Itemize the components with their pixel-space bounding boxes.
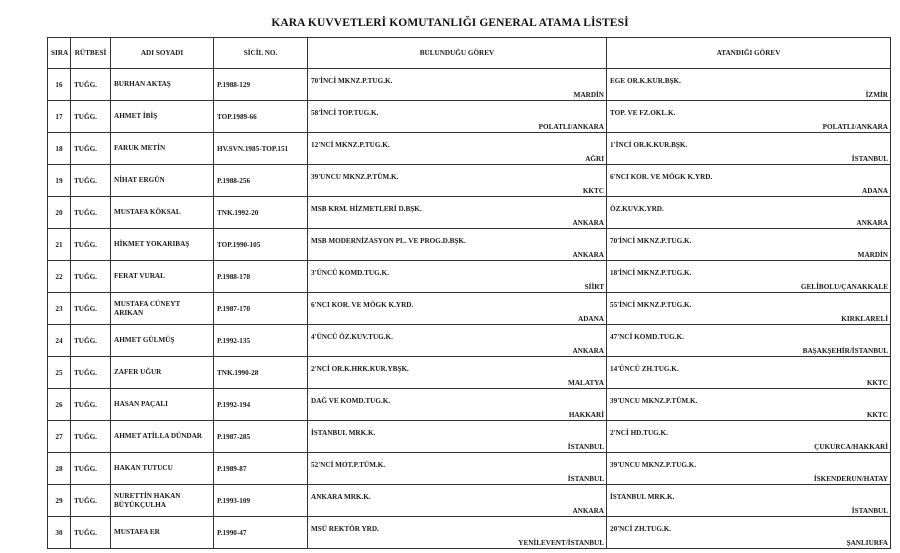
cell-rank: TUĞG. [71,101,111,133]
column-header-sira: SIRA [48,38,71,69]
cell-current-post [308,389,607,421]
assigned-unit: 6'NCI KOR. VE MÖGK K.YRD. [610,173,713,181]
cell-rank: TUĞG. [71,357,111,389]
appointment-table [47,37,891,549]
cell-sira: 25 [48,357,71,389]
cell-current-post [308,133,607,165]
cell-sicil: HV.SVN.1985-TOP.151 [214,133,308,165]
table-row [48,485,891,517]
table-row [48,197,891,229]
cell-sira: 29 [48,485,71,517]
current-unit: İSTANBUL MRK.K. [311,429,376,437]
cell-assigned-post [607,293,891,325]
current-location: İSTANBUL [567,475,604,483]
current-location: ADANA [578,315,604,323]
cell-rank: TUĞG. [71,165,111,197]
assigned-location: GELİBOLU/ÇANAKKALE [800,283,888,291]
cell-sicil: P.1988-178 [214,261,308,293]
assigned-unit: 20'NCİ ZH.TUG.K. [610,525,672,533]
current-unit: 52'NCİ MOT.P.TÜM.K. [311,461,386,469]
column-header-sicil: SİCİL NO. [214,38,308,69]
current-unit: 4'ÜNCÜ ÖZ.KUV.TUG.K. [311,333,393,341]
cell-sira: 28 [48,453,71,485]
assigned-unit: 39'UNCU MKNZ.P.TÜM.K. [610,397,698,405]
cell-assigned-post [607,229,891,261]
assigned-location: MARDİN [857,251,888,259]
cell-sicil: P.1987-285 [214,421,308,453]
current-location: SİİRT [584,283,604,291]
current-unit: DAĞ VE KOMD.TUG.K. [311,397,391,405]
cell-assigned-post [607,165,891,197]
assigned-unit: ÖZ.KUV.K.YRD. [610,205,664,213]
assigned-unit: 47'NCİ KOMD.TUG.K. [610,333,684,341]
assigned-location: ŞANLIURFA [846,539,888,547]
current-location: İSTANBUL [567,443,604,451]
cell-sicil: P.1988-129 [214,69,308,101]
cell-sicil: P.1988-256 [214,165,308,197]
cell-name: MUSTAFA ER [111,517,214,549]
cell-current-post [308,165,607,197]
cell-assigned-post [607,517,891,549]
cell-sicil: P.1992-135 [214,325,308,357]
cell-current-post [308,517,607,549]
header-row [48,38,891,69]
cell-assigned-post [607,325,891,357]
cell-sira: 30 [48,517,71,549]
cell-sicil: TOP.1989-66 [214,101,308,133]
cell-rank: TUĞG. [71,325,111,357]
assigned-unit: İSTANBUL MRK.K. [610,493,675,501]
cell-sira: 24 [48,325,71,357]
assigned-location: İSKENDERUN/HATAY [813,475,888,483]
cell-name: MUSTAFA KÖKSAL [111,197,214,229]
cell-rank: TUĞG. [71,293,111,325]
cell-rank: TUĞG. [71,517,111,549]
current-unit: 3'ÜNCÜ KOMD.TUG.K. [311,269,389,277]
cell-sira: 17 [48,101,71,133]
cell-sicil: P.1987-170 [214,293,308,325]
table-row [48,357,891,389]
current-unit: ANKARA MRK.K. [311,493,371,501]
current-unit: 6'NCI KOR. VE MÖGK K.YRD. [311,301,414,309]
cell-name: HİKMET YOKARIBAŞ [111,229,214,261]
table-row [48,293,891,325]
table-row [48,101,891,133]
current-unit: 2'NCİ OR.K.HRK.KUR.YBŞK. [311,365,409,373]
cell-sira: 21 [48,229,71,261]
cell-current-post [308,485,607,517]
current-unit: MSB KRM. HİZMETLERİ D.BŞK. [311,205,422,213]
cell-name: FARUK METİN [111,133,214,165]
current-location: MALATYA [568,379,604,387]
cell-sira: 27 [48,421,71,453]
cell-sicil: P.1989-87 [214,453,308,485]
cell-assigned-post [607,357,891,389]
current-unit: MSB MODERNİZASYON PL. VE PROG.D.BŞK. [311,237,466,245]
table-row [48,261,891,293]
assigned-location: ADANA [862,187,888,195]
cell-current-post [308,325,607,357]
current-unit: 39'UNCU MKNZ.P.TÜM.K. [311,173,399,181]
table-row [48,165,891,197]
cell-assigned-post [607,389,891,421]
cell-assigned-post [607,453,891,485]
assigned-location: BAŞAKŞEHİR/İSTANBUL [802,347,888,355]
cell-name: ZAFER UĞUR [111,357,214,389]
cell-sira: 20 [48,197,71,229]
cell-assigned-post [607,101,891,133]
current-location: ANKARA [572,507,604,515]
cell-name: HAKAN TUTUCU [111,453,214,485]
cell-sira: 22 [48,261,71,293]
current-unit: 70'İNCİ MKNZ.P.TUG.K. [311,77,393,85]
cell-sicil: P.1993-109 [214,485,308,517]
assigned-location: KKTC [866,411,888,419]
assigned-location: ANKARA [856,219,888,227]
cell-assigned-post [607,197,891,229]
document-title: KARA KUVVETLERİ KOMUTANLIĞI GENERAL ATAMA LİSTESİ [271,17,629,29]
cell-sira: 16 [48,69,71,101]
assigned-unit: EGE OR.K.KUR.BŞK. [610,77,681,85]
cell-sicil: P.1992-194 [214,389,308,421]
cell-current-post [308,229,607,261]
cell-name: FERAT VURAL [111,261,214,293]
assigned-location: İSTANBUL [851,507,888,515]
cell-sira: 23 [48,293,71,325]
current-unit: 58'İNCİ TOP.TUG.K. [311,109,379,117]
cell-name: BURHAN AKTAŞ [111,69,214,101]
assigned-unit: 55'İNCİ MKNZ.P.TUG.K. [610,301,692,309]
assigned-unit: TOP. VE FZ.OKL.K. [610,109,676,117]
cell-assigned-post [607,261,891,293]
cell-current-post [308,261,607,293]
cell-current-post [308,453,607,485]
cell-rank: TUĞG. [71,453,111,485]
cell-sira: 18 [48,133,71,165]
cell-name: NİHAT ERGÜN [111,165,214,197]
cell-sira: 26 [48,389,71,421]
current-location: ANKARA [572,251,604,259]
cell-sicil: TNK.1990-28 [214,357,308,389]
assigned-location: KKTC [866,379,888,387]
assigned-unit: 18'İNCİ MKNZ.P.TUG.K. [610,269,692,277]
cell-name: HASAN PAÇALI [111,389,214,421]
cell-sicil: P.1990-47 [214,517,308,549]
column-header-name: ADI SOYADI [111,38,214,69]
table-row [48,453,891,485]
current-location: AĞRI [585,155,604,163]
cell-name: NURETTİN HAKAN BÜYÜKÇULHA [111,485,214,517]
cell-assigned-post [607,69,891,101]
cell-rank: TUĞG. [71,421,111,453]
current-location: YENİLEVENT/İSTANBUL [518,539,604,547]
cell-sicil: TNK.1992-20 [214,197,308,229]
assigned-location: ÇUKURCA/HAKKARİ [814,443,888,451]
cell-name: AHMET İBİŞ [111,101,214,133]
cell-rank: TUĞG. [71,261,111,293]
table-row [48,229,891,261]
assigned-unit: 2'NCİ HD.TUG.K. [610,429,668,437]
cell-rank: TUĞG. [71,389,111,421]
cell-rank: TUĞG. [71,197,111,229]
cell-rank: TUĞG. [71,485,111,517]
current-location: ANKARA [572,347,604,355]
current-location: HAKKARİ [568,411,604,419]
assigned-unit: 70'İNCİ MKNZ.P.TUG.K. [610,237,692,245]
table-row [48,389,891,421]
cell-current-post [308,357,607,389]
cell-current-post [308,101,607,133]
cell-sira: 19 [48,165,71,197]
table-row [48,325,891,357]
cell-assigned-post [607,133,891,165]
assigned-unit: 1'İNCİ OR.K.KUR.BŞK. [610,141,688,149]
table-row [48,421,891,453]
cell-name: AHMET ATİLLA DÜNDAR [111,421,214,453]
cell-name: MUSTAFA CÜNEYT ARIKAN [111,293,214,325]
current-unit: 12'NCİ MKNZ.P.TUG.K. [311,141,390,149]
cell-name: AHMET GÜLMÜŞ [111,325,214,357]
cell-current-post [308,293,607,325]
column-header-assigned-post: ATANDIĞI GÖREV [607,38,891,69]
current-location: MARDİN [573,91,604,99]
assigned-location: KIRKLARELİ [841,315,888,323]
assigned-unit: 39'UNCU MKNZ.P.TUG.K. [610,461,697,469]
cell-current-post [308,69,607,101]
cell-rank: TUĞG. [71,133,111,165]
cell-current-post [308,421,607,453]
assigned-location: İSTANBUL [851,155,888,163]
current-location: ANKARA [572,219,604,227]
assigned-location: İZMİR [865,91,888,99]
table-row [48,69,891,101]
table-row [48,133,891,165]
column-header-current-post: BULUNDUĞU GÖREV [308,38,607,69]
cell-assigned-post [607,421,891,453]
current-unit: MSÜ REKTÖR YRD. [311,525,379,533]
assigned-unit: 14'ÜNCÜ ZH.TUG.K. [610,365,679,373]
column-header-rutbe: RÜTBESİ [71,38,111,69]
assigned-location: POLATLI/ANKARA [822,123,888,131]
table-row [48,517,891,549]
cell-assigned-post [607,485,891,517]
cell-rank: TUĞG. [71,69,111,101]
cell-current-post [308,197,607,229]
cell-rank: TUĞG. [71,229,111,261]
current-location: POLATLI/ANKARA [538,123,604,131]
cell-sicil: TOP.1990-105 [214,229,308,261]
current-location: KKTC [582,187,604,195]
